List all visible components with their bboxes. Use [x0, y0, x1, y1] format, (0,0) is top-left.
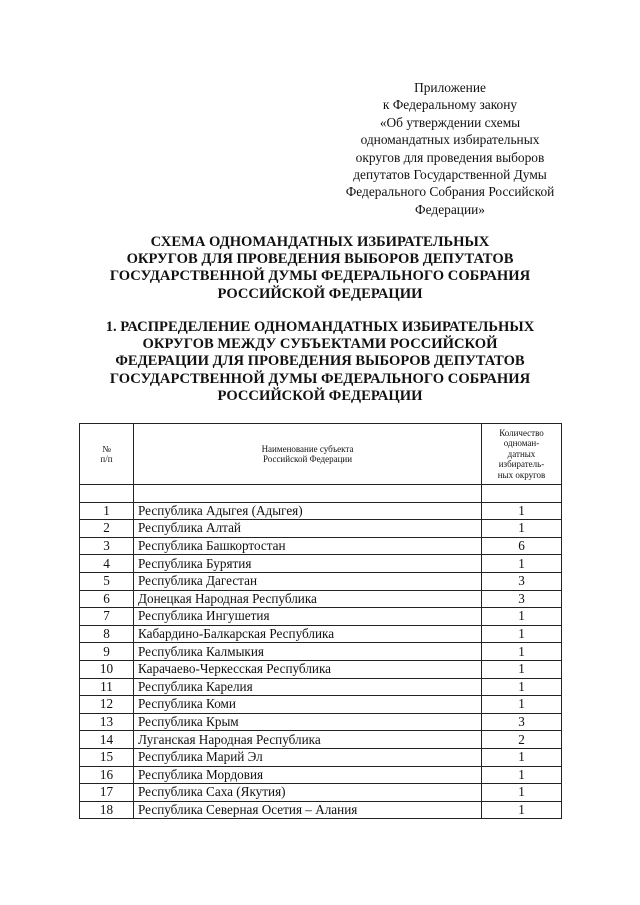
row-number: 18 [80, 801, 134, 819]
row-district-count: 1 [482, 748, 562, 766]
table-row [80, 766, 562, 784]
row-number: 14 [80, 731, 134, 749]
row-district-count: 1 [482, 696, 562, 714]
table-row [80, 625, 562, 643]
row-district-count: 1 [482, 520, 562, 538]
table-row [80, 801, 562, 819]
section-line: 1. РАСПРЕДЕЛЕНИЕ ОДНОМАНДАТНЫХ ИЗБИРАТЕЛЬНЫХ [105, 319, 535, 335]
appendix-line: округов для проведения выборов [355, 149, 545, 165]
header-num-line: № [102, 443, 111, 454]
row-subject-name: Республика Адыгея (Адыгея) [134, 502, 482, 520]
header-name-line: Наименование субъекта [261, 443, 354, 454]
row-number: 4 [80, 555, 134, 573]
row-number: 12 [80, 696, 134, 714]
appendix-line: к Федеральному закону [382, 97, 518, 113]
appendix-line: Приложение [414, 80, 486, 95]
appendix-line: «Об утверждении схемы [379, 114, 521, 130]
row-district-count: 1 [482, 801, 562, 819]
row-number: 16 [80, 766, 134, 784]
table-row [80, 784, 562, 802]
appendix-line: Федерации» [415, 201, 485, 217]
row-district-count: 1 [482, 502, 562, 520]
header-name-line: Российской Федерации [262, 454, 353, 464]
row-number: 3 [80, 537, 134, 555]
row-district-count: 3 [482, 713, 562, 731]
document-title [70, 234, 570, 303]
section-line: ОКРУГОВ МЕЖДУ СУБЪЕКТАМИ РОССИЙСКОЙ [142, 336, 498, 353]
title-line: ГОСУДАРСТВЕННОЙ ДУМЫ ФЕДЕРАЛЬНОГО СОБРАНИЯ [109, 268, 531, 285]
section-line: ФЕДЕРАЦИИ ДЛЯ ПРОВЕДЕНИЯ ВЫБОРОВ ДЕПУТАТОВ [115, 353, 525, 370]
row-subject-name: Республика Алтай [134, 520, 482, 538]
row-subject-name: Республика Северная Осетия – Алания [134, 801, 482, 819]
row-district-count: 1 [482, 608, 562, 626]
table-row [80, 678, 562, 696]
row-subject-name: Республика Крым [134, 713, 482, 731]
row-subject-name: Республика Ингушетия [134, 608, 482, 626]
row-subject-name: Республика Саха (Якутия) [134, 784, 482, 802]
row-subject-name: Республика Мордовия [134, 766, 482, 784]
row-number: 15 [80, 748, 134, 766]
header-count-line: датных [507, 448, 536, 459]
row-district-count: 1 [482, 766, 562, 784]
row-district-count: 1 [482, 660, 562, 678]
table-header-row [80, 424, 562, 485]
row-subject-name: Республика Башкортостан [134, 537, 482, 555]
row-subject-name: Донецкая Народная Республика [134, 590, 482, 608]
header-num-line: п/п [100, 454, 113, 464]
table-row [80, 608, 562, 626]
section-line: ГОСУДАРСТВЕННОЙ ДУМЫ ФЕДЕРАЛЬНОГО СОБРАНИЯ [109, 370, 531, 387]
title-line: ОКРУГОВ ДЛЯ ПРОВЕДЕНИЯ ВЫБОРОВ ДЕПУТАТОВ [126, 251, 514, 268]
table-row [80, 502, 562, 520]
row-number: 9 [80, 643, 134, 661]
table-row [80, 748, 562, 766]
row-number: 17 [80, 784, 134, 802]
appendix-line: депутатов Государственной Думы [353, 167, 547, 183]
header-count-line: ных округов [497, 469, 546, 480]
table-row [80, 537, 562, 555]
header-count [482, 424, 562, 485]
title-line: РОССИЙСКОЙ ФЕДЕРАЦИИ [217, 285, 423, 302]
row-district-count: 1 [482, 555, 562, 573]
row-subject-name: Республика Карелия [134, 678, 482, 696]
row-number: 6 [80, 590, 134, 608]
row-subject-name: Республика Марий Эл [134, 748, 482, 766]
districts-table [79, 423, 562, 819]
row-district-count: 3 [482, 590, 562, 608]
row-number: 13 [80, 713, 134, 731]
header-count-line: избиратель- [498, 459, 545, 470]
row-district-count: 1 [482, 678, 562, 696]
row-subject-name: Республика Коми [134, 696, 482, 714]
row-subject-name: Карачаево-Черкесская Республика [134, 660, 482, 678]
table-row [80, 696, 562, 714]
row-subject-name: Республика Дагестан [134, 572, 482, 590]
row-district-count: 6 [482, 537, 562, 555]
row-district-count: 3 [482, 572, 562, 590]
appendix-line: Федерального Собрания Российской [345, 184, 555, 200]
header-count-line: Количество [499, 427, 544, 438]
row-subject-name: Республика Калмыкия [134, 643, 482, 661]
table-row [80, 590, 562, 608]
title-line: СХЕМА ОДНОМАНДАТНЫХ ИЗБИРАТЕЛЬНЫХ [150, 234, 490, 250]
row-number: 11 [80, 678, 134, 696]
header-name [134, 424, 482, 485]
table-row [80, 520, 562, 538]
row-district-count: 1 [482, 625, 562, 643]
row-district-count: 2 [482, 731, 562, 749]
table-row [80, 660, 562, 678]
row-number: 1 [80, 502, 134, 520]
header-separator [80, 485, 562, 503]
row-number: 10 [80, 660, 134, 678]
table-row [80, 643, 562, 661]
table-row [80, 572, 562, 590]
appendix-line: одномандатных избирательных [360, 132, 540, 148]
row-number: 7 [80, 608, 134, 626]
row-district-count: 1 [482, 643, 562, 661]
section-heading [70, 319, 570, 405]
row-subject-name: Республика Бурятия [134, 555, 482, 573]
header-num [80, 424, 134, 485]
header-count-line: одноман- [503, 438, 540, 449]
section-line: РОССИЙСКОЙ ФЕДЕРАЦИИ [217, 387, 423, 404]
row-number: 8 [80, 625, 134, 643]
appendix-note [300, 79, 600, 218]
row-district-count: 1 [482, 784, 562, 802]
table-row [80, 731, 562, 749]
row-number: 2 [80, 520, 134, 538]
row-subject-name: Кабардино-Балкарская Республика [134, 625, 482, 643]
table-row [80, 713, 562, 731]
row-subject-name: Луганская Народная Республика [134, 731, 482, 749]
table-row [80, 555, 562, 573]
row-number: 5 [80, 572, 134, 590]
